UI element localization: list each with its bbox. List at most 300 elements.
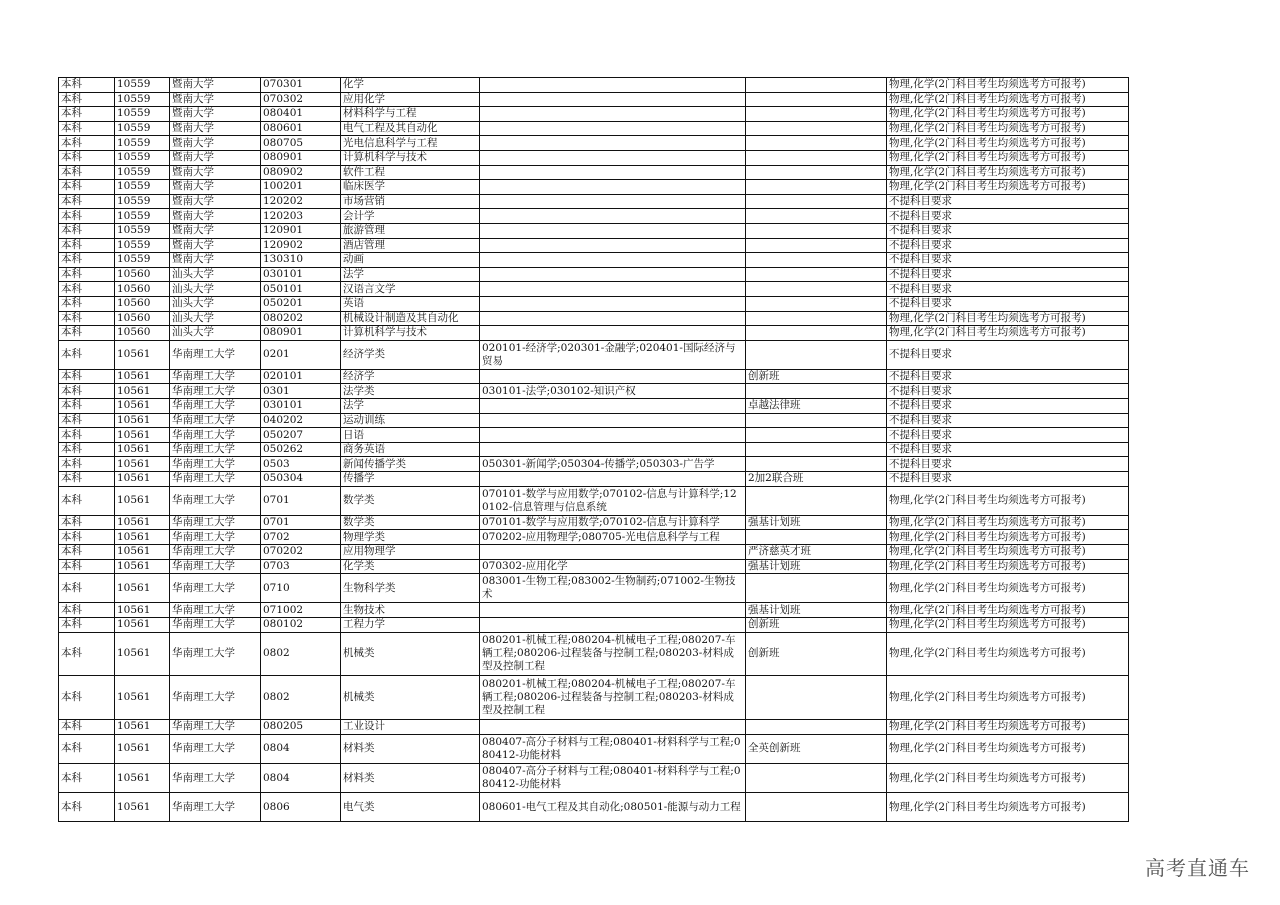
- major-name-cell: 软件工程: [341, 165, 480, 180]
- school-name-cell: 汕头大学: [170, 326, 261, 341]
- remark-cell: [746, 238, 887, 253]
- included-majors-cell: [480, 472, 746, 487]
- school-code-cell: 10561: [115, 545, 170, 560]
- school-name-cell: 汕头大学: [170, 296, 261, 311]
- requirement-cell: 物理,化学(2门科目考生均须选考方可报考): [887, 603, 1129, 618]
- major-code-cell: 0301: [261, 384, 341, 399]
- major-name-cell: 化学类: [341, 559, 480, 574]
- included-majors-cell: [480, 428, 746, 443]
- table-row: [59, 734, 1129, 763]
- school-name-cell: 华南理工大学: [170, 720, 261, 735]
- remark-cell: [746, 428, 887, 443]
- level-cell: 本科: [59, 194, 115, 209]
- table-row: [59, 632, 1129, 676]
- remark-cell: [746, 223, 887, 238]
- table-row: [59, 369, 1129, 384]
- school-code-cell: 10561: [115, 793, 170, 822]
- level-cell: 本科: [59, 384, 115, 399]
- requirement-cell: 不提科目要求: [887, 209, 1129, 224]
- school-code-cell: 10561: [115, 530, 170, 545]
- school-name-cell: 华南理工大学: [170, 428, 261, 443]
- table-row: [59, 763, 1129, 792]
- level-cell: 本科: [59, 150, 115, 165]
- remark-cell: [746, 384, 887, 399]
- included-majors-cell: 080201-机械工程;080204-机械电子工程;080207-车辆工程;080206-过程装备与控制工程;080203-材料成型及控制工程: [480, 676, 746, 720]
- remark-cell: [746, 530, 887, 545]
- table-row: [59, 150, 1129, 165]
- remark-cell: [746, 165, 887, 180]
- school-name-cell: 暨南大学: [170, 238, 261, 253]
- included-majors-cell: [480, 442, 746, 457]
- level-cell: 本科: [59, 92, 115, 107]
- remark-cell: [746, 209, 887, 224]
- requirement-cell: 不提科目要求: [887, 282, 1129, 297]
- requirement-cell: 物理,化学(2门科目考生均须选考方可报考): [887, 326, 1129, 341]
- table-row: [59, 78, 1129, 93]
- remark-cell: [746, 150, 887, 165]
- included-majors-cell: 080407-高分子材料与工程;080401-材料科学与工程;080412-功能材料: [480, 734, 746, 763]
- included-majors-cell: 070101-数学与应用数学;070102-信息与计算科学: [480, 515, 746, 530]
- included-majors-cell: [480, 136, 746, 151]
- included-majors-cell: [480, 209, 746, 224]
- school-name-cell: 华南理工大学: [170, 559, 261, 574]
- table-row: [59, 194, 1129, 209]
- school-code-cell: 10561: [115, 442, 170, 457]
- admission-table: [58, 77, 1129, 822]
- remark-cell: [746, 326, 887, 341]
- included-majors-cell: 050301-新闻学;050304-传播学;050303-广告学: [480, 457, 746, 472]
- table-row: [59, 676, 1129, 720]
- included-majors-cell: 080601-电气工程及其自动化;080501-能源与动力工程: [480, 793, 746, 822]
- included-majors-cell: [480, 121, 746, 136]
- school-name-cell: 暨南大学: [170, 253, 261, 268]
- major-name-cell: 经济学: [341, 369, 480, 384]
- school-code-cell: 10559: [115, 209, 170, 224]
- major-code-cell: 130310: [261, 253, 341, 268]
- school-code-cell: 10559: [115, 92, 170, 107]
- school-code-cell: 10560: [115, 282, 170, 297]
- major-name-cell: 传播学: [341, 472, 480, 487]
- school-name-cell: 华南理工大学: [170, 340, 261, 369]
- included-majors-cell: [480, 238, 746, 253]
- requirement-cell: 物理,化学(2门科目考生均须选考方可报考): [887, 136, 1129, 151]
- major-name-cell: 动画: [341, 253, 480, 268]
- level-cell: 本科: [59, 428, 115, 443]
- included-majors-cell: [480, 165, 746, 180]
- table-row: [59, 486, 1129, 515]
- remark-cell: [746, 78, 887, 93]
- table-row: [59, 457, 1129, 472]
- school-name-cell: 暨南大学: [170, 194, 261, 209]
- table-row: [59, 720, 1129, 735]
- included-majors-cell: [480, 150, 746, 165]
- level-cell: 本科: [59, 617, 115, 632]
- major-name-cell: 日语: [341, 428, 480, 443]
- requirement-cell: 不提科目要求: [887, 296, 1129, 311]
- major-name-cell: 数学类: [341, 486, 480, 515]
- included-majors-cell: [480, 326, 746, 341]
- school-name-cell: 华南理工大学: [170, 413, 261, 428]
- level-cell: 本科: [59, 165, 115, 180]
- level-cell: 本科: [59, 107, 115, 122]
- level-cell: 本科: [59, 472, 115, 487]
- level-cell: 本科: [59, 442, 115, 457]
- requirement-cell: 物理,化学(2门科目考生均须选考方可报考): [887, 793, 1129, 822]
- level-cell: 本科: [59, 340, 115, 369]
- major-code-cell: 080901: [261, 326, 341, 341]
- major-code-cell: 0804: [261, 734, 341, 763]
- school-code-cell: 10559: [115, 180, 170, 195]
- major-code-cell: 0701: [261, 486, 341, 515]
- remark-cell: [746, 136, 887, 151]
- requirement-cell: 物理,化学(2门科目考生均须选考方可报考): [887, 734, 1129, 763]
- school-name-cell: 汕头大学: [170, 311, 261, 326]
- remark-cell: [746, 720, 887, 735]
- remark-cell: 强基计划班: [746, 515, 887, 530]
- school-code-cell: 10561: [115, 617, 170, 632]
- school-name-cell: 华南理工大学: [170, 603, 261, 618]
- watermark-text: 高考直通车: [1145, 856, 1250, 880]
- remark-cell: [746, 442, 887, 457]
- major-name-cell: 应用化学: [341, 92, 480, 107]
- included-majors-cell: [480, 311, 746, 326]
- table-row: [59, 793, 1129, 822]
- major-code-cell: 030101: [261, 399, 341, 414]
- table-row: [59, 559, 1129, 574]
- school-code-cell: 10561: [115, 399, 170, 414]
- major-name-cell: 材料类: [341, 763, 480, 792]
- included-majors-cell: [480, 545, 746, 560]
- level-cell: 本科: [59, 603, 115, 618]
- level-cell: 本科: [59, 296, 115, 311]
- included-majors-cell: [480, 720, 746, 735]
- major-name-cell: 经济学类: [341, 340, 480, 369]
- major-name-cell: 法学: [341, 267, 480, 282]
- table-row: [59, 223, 1129, 238]
- table-row: [59, 92, 1129, 107]
- included-majors-cell: 083001-生物工程;083002-生物制药;071002-生物技术: [480, 574, 746, 603]
- major-name-cell: 商务英语: [341, 442, 480, 457]
- included-majors-cell: 080407-高分子材料与工程;080401-材料科学与工程;080412-功能材料: [480, 763, 746, 792]
- table-row: [59, 136, 1129, 151]
- major-code-cell: 0710: [261, 574, 341, 603]
- level-cell: 本科: [59, 632, 115, 676]
- table-row: [59, 384, 1129, 399]
- school-name-cell: 暨南大学: [170, 165, 261, 180]
- table-row: [59, 399, 1129, 414]
- included-majors-cell: [480, 413, 746, 428]
- included-majors-cell: [480, 92, 746, 107]
- level-cell: 本科: [59, 369, 115, 384]
- level-cell: 本科: [59, 399, 115, 414]
- requirement-cell: 不提科目要求: [887, 267, 1129, 282]
- level-cell: 本科: [59, 78, 115, 93]
- requirement-cell: 不提科目要求: [887, 223, 1129, 238]
- level-cell: 本科: [59, 413, 115, 428]
- remark-cell: [746, 180, 887, 195]
- remark-cell: [746, 282, 887, 297]
- remark-cell: [746, 92, 887, 107]
- requirement-cell: 不提科目要求: [887, 194, 1129, 209]
- table-row: [59, 442, 1129, 457]
- remark-cell: 创新班: [746, 632, 887, 676]
- school-code-cell: 10559: [115, 121, 170, 136]
- major-name-cell: 计算机科学与技术: [341, 150, 480, 165]
- major-code-cell: 120202: [261, 194, 341, 209]
- included-majors-cell: [480, 603, 746, 618]
- requirement-cell: 不提科目要求: [887, 238, 1129, 253]
- school-code-cell: 10561: [115, 559, 170, 574]
- level-cell: 本科: [59, 763, 115, 792]
- table-row: [59, 238, 1129, 253]
- remark-cell: 全英创新班: [746, 734, 887, 763]
- school-code-cell: 10561: [115, 763, 170, 792]
- school-code-cell: 10559: [115, 107, 170, 122]
- table-row: [59, 296, 1129, 311]
- remark-cell: [746, 676, 887, 720]
- remark-cell: 强基计划班: [746, 559, 887, 574]
- school-code-cell: 10561: [115, 515, 170, 530]
- major-code-cell: 0802: [261, 632, 341, 676]
- school-name-cell: 汕头大学: [170, 282, 261, 297]
- school-name-cell: 暨南大学: [170, 223, 261, 238]
- level-cell: 本科: [59, 267, 115, 282]
- major-code-cell: 080102: [261, 617, 341, 632]
- level-cell: 本科: [59, 720, 115, 735]
- requirement-cell: 不提科目要求: [887, 428, 1129, 443]
- major-code-cell: 120902: [261, 238, 341, 253]
- school-name-cell: 华南理工大学: [170, 545, 261, 560]
- major-name-cell: 机械类: [341, 676, 480, 720]
- major-code-cell: 0201: [261, 340, 341, 369]
- major-name-cell: 工业设计: [341, 720, 480, 735]
- level-cell: 本科: [59, 238, 115, 253]
- requirement-cell: 物理,化学(2门科目考生均须选考方可报考): [887, 720, 1129, 735]
- major-name-cell: 物理学类: [341, 530, 480, 545]
- requirement-cell: 物理,化学(2门科目考生均须选考方可报考): [887, 530, 1129, 545]
- requirement-cell: 物理,化学(2门科目考生均须选考方可报考): [887, 165, 1129, 180]
- school-name-cell: 华南理工大学: [170, 632, 261, 676]
- requirement-cell: 不提科目要求: [887, 369, 1129, 384]
- level-cell: 本科: [59, 559, 115, 574]
- remark-cell: [746, 107, 887, 122]
- major-code-cell: 080601: [261, 121, 341, 136]
- included-majors-cell: [480, 180, 746, 195]
- school-name-cell: 华南理工大学: [170, 676, 261, 720]
- remark-cell: [746, 574, 887, 603]
- major-name-cell: 临床医学: [341, 180, 480, 195]
- school-code-cell: 10561: [115, 676, 170, 720]
- table-row: [59, 545, 1129, 560]
- school-code-cell: 10561: [115, 457, 170, 472]
- included-majors-cell: 020101-经济学;020301-金融学;020401-国际经济与贸易: [480, 340, 746, 369]
- table-row: [59, 530, 1129, 545]
- table-row: [59, 121, 1129, 136]
- major-name-cell: 新闻传播学类: [341, 457, 480, 472]
- major-code-cell: 050201: [261, 296, 341, 311]
- table-row: [59, 428, 1129, 443]
- major-code-cell: 080205: [261, 720, 341, 735]
- requirement-cell: 物理,化学(2门科目考生均须选考方可报考): [887, 763, 1129, 792]
- major-name-cell: 化学: [341, 78, 480, 93]
- school-name-cell: 华南理工大学: [170, 369, 261, 384]
- major-code-cell: 0503: [261, 457, 341, 472]
- requirement-cell: 不提科目要求: [887, 442, 1129, 457]
- table-row: [59, 326, 1129, 341]
- major-code-cell: 071002: [261, 603, 341, 618]
- school-code-cell: 10561: [115, 413, 170, 428]
- major-code-cell: 050101: [261, 282, 341, 297]
- level-cell: 本科: [59, 457, 115, 472]
- requirement-cell: 物理,化学(2门科目考生均须选考方可报考): [887, 150, 1129, 165]
- remark-cell: [746, 253, 887, 268]
- requirement-cell: 物理,化学(2门科目考生均须选考方可报考): [887, 559, 1129, 574]
- remark-cell: 创新班: [746, 617, 887, 632]
- table-row: [59, 574, 1129, 603]
- level-cell: 本科: [59, 676, 115, 720]
- school-code-cell: 10561: [115, 486, 170, 515]
- level-cell: 本科: [59, 311, 115, 326]
- requirement-cell: 不提科目要求: [887, 457, 1129, 472]
- school-code-cell: 10559: [115, 238, 170, 253]
- school-code-cell: 10560: [115, 326, 170, 341]
- requirement-cell: 不提科目要求: [887, 253, 1129, 268]
- school-name-cell: 暨南大学: [170, 180, 261, 195]
- table-row: [59, 311, 1129, 326]
- remark-cell: [746, 194, 887, 209]
- major-name-cell: 材料类: [341, 734, 480, 763]
- major-code-cell: 120203: [261, 209, 341, 224]
- school-name-cell: 暨南大学: [170, 150, 261, 165]
- remark-cell: [746, 267, 887, 282]
- major-code-cell: 080705: [261, 136, 341, 151]
- school-code-cell: 10559: [115, 165, 170, 180]
- school-code-cell: 10561: [115, 384, 170, 399]
- school-code-cell: 10560: [115, 267, 170, 282]
- level-cell: 本科: [59, 793, 115, 822]
- major-code-cell: 050262: [261, 442, 341, 457]
- major-name-cell: 生物科学类: [341, 574, 480, 603]
- table-row: [59, 515, 1129, 530]
- included-majors-cell: 080201-机械工程;080204-机械电子工程;080207-车辆工程;080206-过程装备与控制工程;080203-材料成型及控制工程: [480, 632, 746, 676]
- major-name-cell: 机械设计制造及其自动化: [341, 311, 480, 326]
- table-row: [59, 340, 1129, 369]
- requirement-cell: 物理,化学(2门科目考生均须选考方可报考): [887, 617, 1129, 632]
- major-name-cell: 旅游管理: [341, 223, 480, 238]
- requirement-cell: 物理,化学(2门科目考生均须选考方可报考): [887, 515, 1129, 530]
- major-code-cell: 070302: [261, 92, 341, 107]
- requirement-cell: 不提科目要求: [887, 384, 1129, 399]
- included-majors-cell: [480, 253, 746, 268]
- included-majors-cell: 070101-数学与应用数学;070102-信息与计算科学;120102-信息管理与信息系统: [480, 486, 746, 515]
- major-code-cell: 0804: [261, 763, 341, 792]
- school-name-cell: 华南理工大学: [170, 486, 261, 515]
- major-code-cell: 080202: [261, 311, 341, 326]
- major-name-cell: 电气类: [341, 793, 480, 822]
- included-majors-cell: 070202-应用物理学;080705-光电信息科学与工程: [480, 530, 746, 545]
- school-name-cell: 华南理工大学: [170, 472, 261, 487]
- major-code-cell: 0802: [261, 676, 341, 720]
- major-name-cell: 市场营销: [341, 194, 480, 209]
- school-code-cell: 10561: [115, 603, 170, 618]
- school-name-cell: 华南理工大学: [170, 574, 261, 603]
- requirement-cell: 物理,化学(2门科目考生均须选考方可报考): [887, 632, 1129, 676]
- included-majors-cell: [480, 617, 746, 632]
- level-cell: 本科: [59, 136, 115, 151]
- school-code-cell: 10559: [115, 136, 170, 151]
- major-code-cell: 120901: [261, 223, 341, 238]
- major-code-cell: 030101: [261, 267, 341, 282]
- school-name-cell: 汕头大学: [170, 267, 261, 282]
- level-cell: 本科: [59, 282, 115, 297]
- table-row: [59, 253, 1129, 268]
- school-name-cell: 华南理工大学: [170, 734, 261, 763]
- school-code-cell: 10560: [115, 311, 170, 326]
- table-row: [59, 165, 1129, 180]
- major-name-cell: 数学类: [341, 515, 480, 530]
- level-cell: 本科: [59, 515, 115, 530]
- table-row: [59, 282, 1129, 297]
- remark-cell: 强基计划班: [746, 603, 887, 618]
- table-row: [59, 107, 1129, 122]
- remark-cell: [746, 793, 887, 822]
- school-name-cell: 华南理工大学: [170, 515, 261, 530]
- requirement-cell: 物理,化学(2门科目考生均须选考方可报考): [887, 92, 1129, 107]
- school-code-cell: 10561: [115, 720, 170, 735]
- table-row: [59, 209, 1129, 224]
- school-code-cell: 10561: [115, 632, 170, 676]
- school-code-cell: 10561: [115, 428, 170, 443]
- major-code-cell: 070301: [261, 78, 341, 93]
- major-code-cell: 020101: [261, 369, 341, 384]
- school-code-cell: 10559: [115, 78, 170, 93]
- school-code-cell: 10560: [115, 296, 170, 311]
- major-code-cell: 0702: [261, 530, 341, 545]
- level-cell: 本科: [59, 545, 115, 560]
- major-code-cell: 050304: [261, 472, 341, 487]
- requirement-cell: 物理,化学(2门科目考生均须选考方可报考): [887, 180, 1129, 195]
- school-code-cell: 10559: [115, 150, 170, 165]
- school-name-cell: 华南理工大学: [170, 384, 261, 399]
- school-name-cell: 暨南大学: [170, 121, 261, 136]
- major-code-cell: 080401: [261, 107, 341, 122]
- major-name-cell: 会计学: [341, 209, 480, 224]
- remark-cell: [746, 413, 887, 428]
- included-majors-cell: 070302-应用化学: [480, 559, 746, 574]
- major-name-cell: 运动训练: [341, 413, 480, 428]
- remark-cell: [746, 457, 887, 472]
- level-cell: 本科: [59, 209, 115, 224]
- level-cell: 本科: [59, 223, 115, 238]
- level-cell: 本科: [59, 530, 115, 545]
- requirement-cell: 物理,化学(2门科目考生均须选考方可报考): [887, 574, 1129, 603]
- major-code-cell: 0806: [261, 793, 341, 822]
- requirement-cell: 物理,化学(2门科目考生均须选考方可报考): [887, 107, 1129, 122]
- school-code-cell: 10561: [115, 369, 170, 384]
- remark-cell: 2加2联合班: [746, 472, 887, 487]
- requirement-cell: 不提科目要求: [887, 340, 1129, 369]
- requirement-cell: 物理,化学(2门科目考生均须选考方可报考): [887, 676, 1129, 720]
- remark-cell: 卓越法律班: [746, 399, 887, 414]
- school-name-cell: 华南理工大学: [170, 442, 261, 457]
- school-code-cell: 10559: [115, 253, 170, 268]
- major-name-cell: 英语: [341, 296, 480, 311]
- major-name-cell: 电气工程及其自动化: [341, 121, 480, 136]
- table-row: [59, 267, 1129, 282]
- major-name-cell: 机械类: [341, 632, 480, 676]
- school-code-cell: 10559: [115, 194, 170, 209]
- major-name-cell: 工程力学: [341, 617, 480, 632]
